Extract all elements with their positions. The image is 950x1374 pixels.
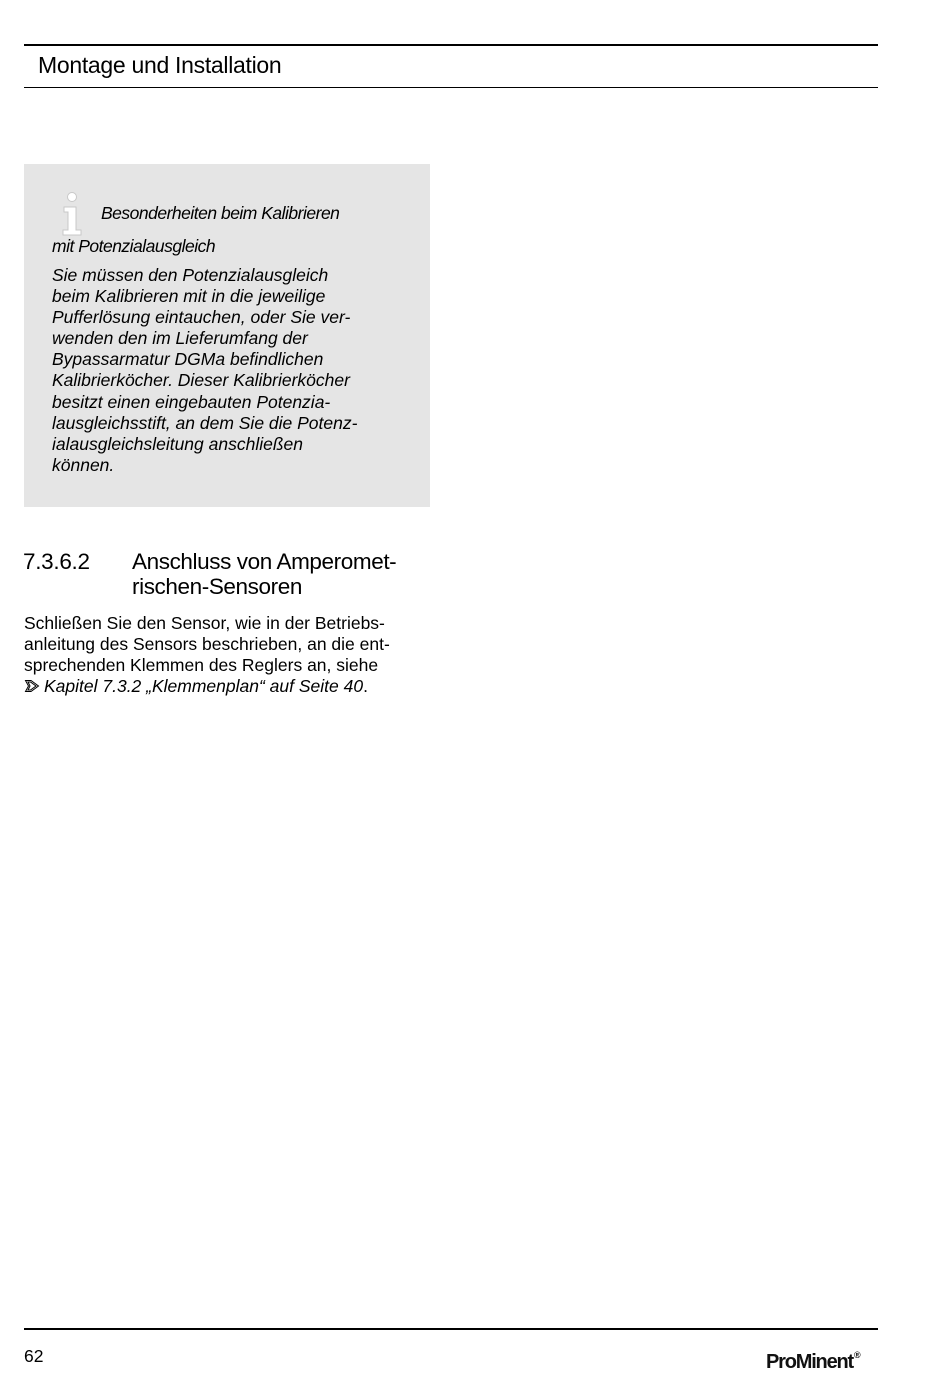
- prominent-logo: [766, 1343, 861, 1374]
- info-note-line: können.: [52, 454, 115, 475]
- header-top-rule: [24, 44, 878, 46]
- registered-mark: ®: [853, 1350, 861, 1360]
- section-heading: [132, 549, 396, 599]
- cross-reference-link[interactable]: Kapitel 7.3.2 „Klemmenplan“ auf Seite 40: [44, 676, 364, 696]
- cross-reference-line: [24, 676, 434, 697]
- paragraph-line: anleitung des Sensors beschrieben, an die ent-: [24, 634, 390, 654]
- brand-name: ProMinent: [766, 1351, 853, 1373]
- cross-reference-period: .: [363, 676, 368, 696]
- info-note-title: Besonderheiten beim Kalibrieren: [101, 203, 340, 223]
- footer-rule: [24, 1328, 878, 1330]
- paragraph-line: Schließen Sie den Sensor, wie in der Betriebs-: [24, 613, 385, 633]
- info-note-box: [24, 164, 430, 507]
- section-heading-line: rischen-Sensoren: [132, 574, 302, 599]
- arrow-reference-icon: [24, 679, 40, 693]
- info-note-line: Sie müssen den Potenzialausgleich: [52, 265, 329, 285]
- info-note-line: ialausgleichsleitung anschließen: [52, 433, 303, 454]
- info-note-line: lausgleichsstift, an dem Sie die Potenz-: [52, 412, 358, 433]
- info-note-line: wenden den im Lieferumfang der: [52, 328, 308, 349]
- info-note-text: [52, 265, 402, 476]
- info-note-line: beim Kalibrieren mit in die jeweilige: [52, 286, 326, 307]
- info-note-title-continued: mit Potenzialausgleich: [52, 236, 216, 256]
- page-section-header: Montage und Installation: [38, 52, 282, 78]
- page-number: 62: [24, 1346, 44, 1366]
- info-note-line: Bypassarmatur DGMa befindlichen: [52, 349, 324, 370]
- info-note-line: besitzt einen eingebauten Potenzia-: [52, 391, 331, 412]
- info-note-line: Kalibrierköcher. Dieser Kalibrierköcher: [52, 370, 350, 391]
- section-number: 7.3.6.2: [23, 549, 90, 574]
- header-bottom-rule: [24, 87, 878, 88]
- info-icon: [60, 192, 84, 236]
- section-heading-line: Anschluss von Amperomet-: [132, 549, 397, 574]
- info-note-line: Pufferlösung eintauchen, oder Sie ver-: [52, 307, 351, 328]
- paragraph-line: sprechenden Klemmen des Reglers an, siehe: [24, 655, 379, 675]
- section-paragraph: [24, 613, 434, 697]
